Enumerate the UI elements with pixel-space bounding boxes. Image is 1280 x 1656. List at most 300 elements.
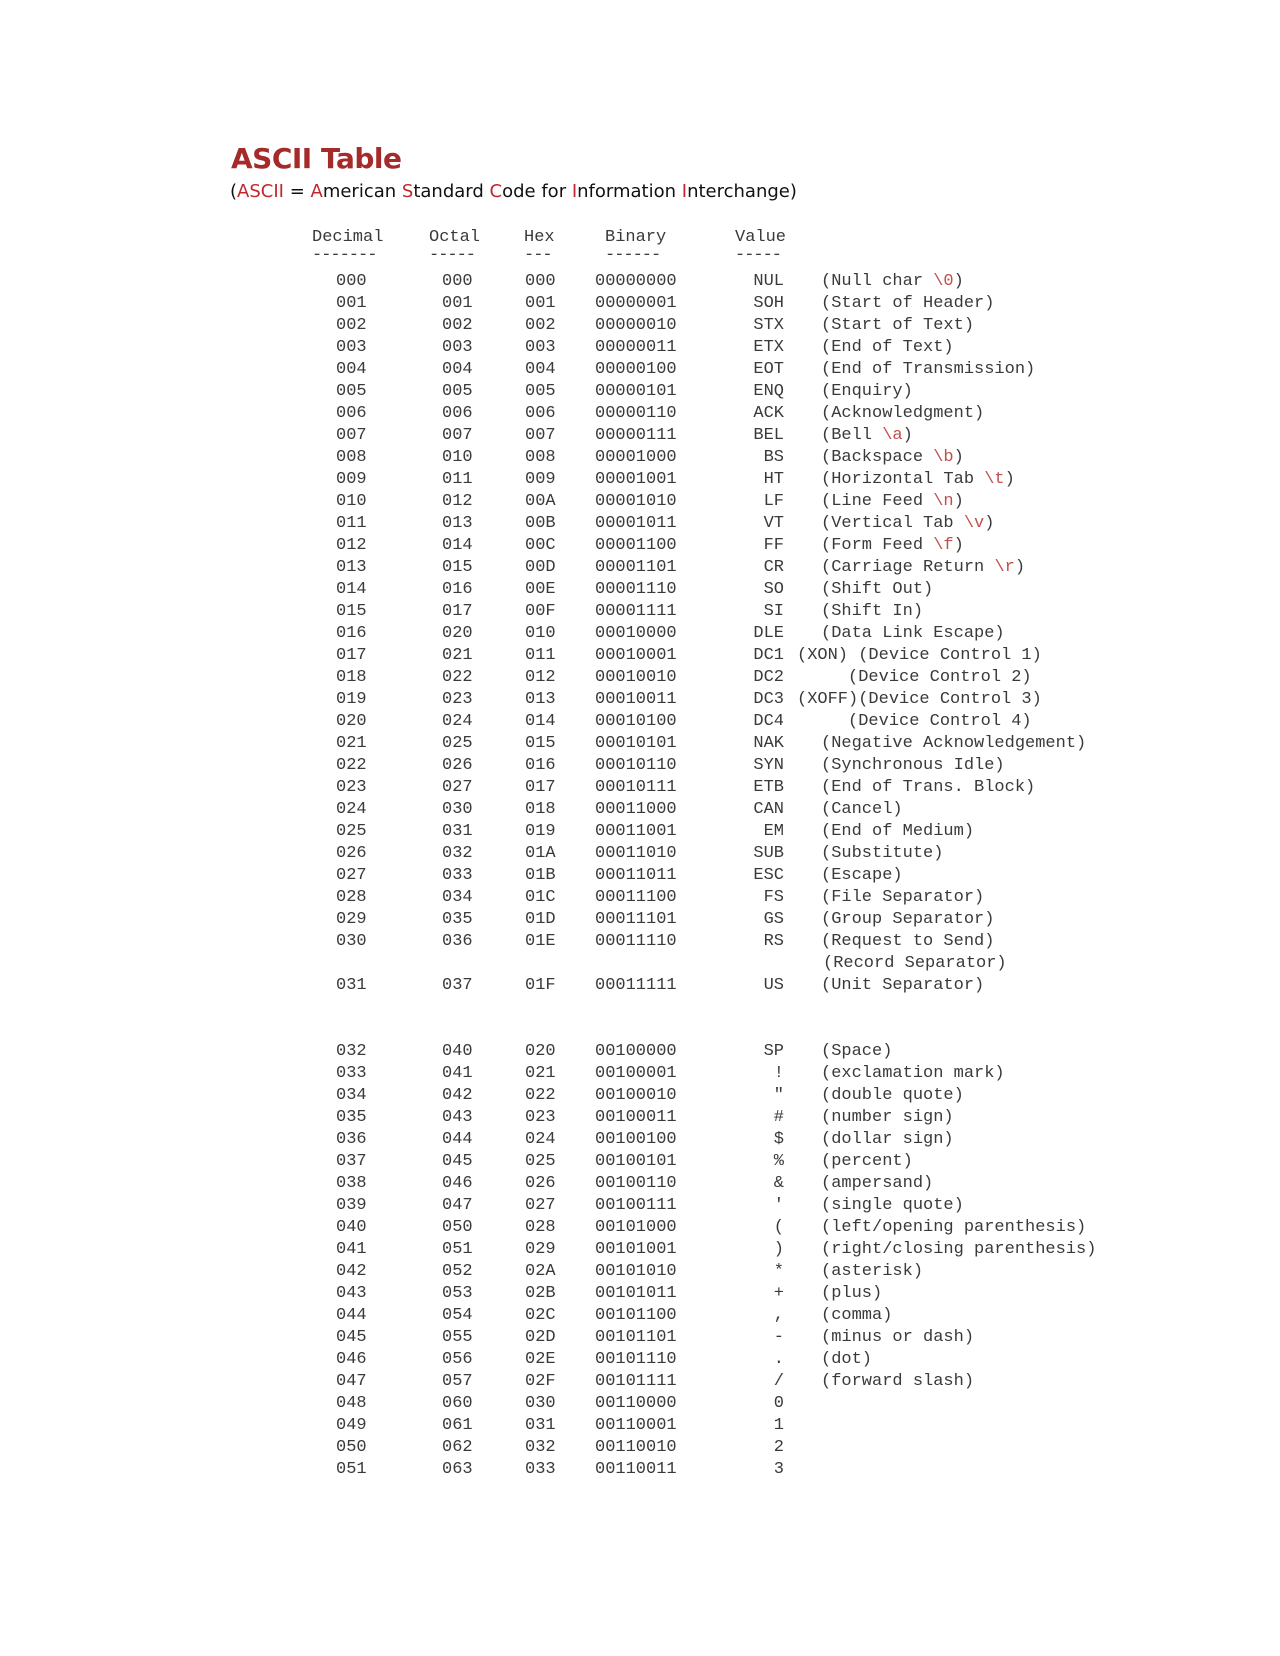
row-binary: 00011110 [595,932,677,951]
row-hex: 00B [525,514,556,533]
row-binary: 00001011 [595,514,677,533]
page-title: ASCII Table [231,142,402,175]
row-description-text: (single quote) [821,1196,964,1215]
row-description [821,910,994,930]
row-octal: 036 [442,932,473,951]
row-decimal: 001 [336,294,367,313]
subtitle-initial-i-interchange: I [681,181,688,202]
row-value: SUB [753,844,784,863]
row-escape-sequence: \0 [933,272,954,291]
row-octal: 021 [442,646,473,665]
row-octal: 030 [442,800,473,819]
row-hex: 00D [525,558,556,577]
row-value: SYN [753,756,784,775]
row-value: BS [763,448,784,467]
row-decimal: 017 [336,646,367,665]
row-description [821,1174,933,1194]
row-octal: 032 [442,844,473,863]
row-binary: 00110000 [595,1394,677,1413]
row-value: 1 [773,1416,784,1435]
row-binary: 00101101 [595,1328,677,1347]
row-description [821,514,994,534]
row-value: $ [773,1130,784,1149]
row-hex: 02F [525,1372,556,1391]
row-description [797,646,1042,666]
row-decimal: 032 [336,1042,367,1061]
row-binary: 00100101 [595,1152,677,1171]
row-escape-sequence: \v [963,514,985,533]
row-value: 0 [773,1394,784,1413]
row-hex: 012 [525,668,556,687]
row-description-text: (Form Feed [821,536,934,555]
row-description [821,734,1086,754]
row-hex: 033 [525,1460,556,1479]
row-octal: 045 [442,1152,473,1171]
row-description-close: ) [902,426,913,445]
row-decimal: 023 [336,778,367,797]
row-description-text: (Line Feed [821,492,934,511]
row-description-text: (dot) [821,1350,873,1369]
row-description-text: (Device Control 2) [797,668,1032,687]
row-description-text: (Start of Header) [821,294,995,313]
row-binary: 00000111 [595,426,677,445]
row-decimal: 004 [336,360,367,379]
row-decimal: 036 [336,1130,367,1149]
row-description-text: (Unit Separator) [821,976,985,995]
row-decimal: 021 [336,734,367,753]
row-description-text: (XOFF)(Device Control 3) [797,690,1042,709]
row-binary: 00101110 [595,1350,677,1369]
subtitle-ascii: ASCII [237,181,284,202]
row-octal: 051 [442,1240,473,1259]
row-decimal: 043 [336,1284,367,1303]
row-octal: 012 [442,492,473,511]
row-decimal: 034 [336,1086,367,1105]
subtitle-word-interchange: nterchange) [687,181,797,202]
row-decimal: 035 [336,1108,367,1127]
row-octal: 060 [442,1394,473,1413]
row-description [821,382,913,402]
row-binary: 00000100 [595,360,677,379]
row-value: 3 [773,1460,784,1479]
row-value: CR [763,558,784,577]
row-description [821,1064,1005,1084]
row-octal: 055 [442,1328,473,1347]
row-value: FS [763,888,784,907]
row-decimal: 029 [336,910,367,929]
row-value: FF [763,536,784,555]
row-value: GS [763,910,784,929]
header-value: Value [735,228,787,247]
row-octal: 044 [442,1130,473,1149]
row-value: BEL [753,426,784,445]
row-hex: 029 [525,1240,556,1259]
header-hex-underline: --- [524,246,552,265]
row-value: ETX [753,338,784,357]
row-hex: 008 [525,448,556,467]
row-value: ACK [753,404,784,423]
header-decimal: Decimal [312,228,384,247]
row-hex: 031 [525,1416,556,1435]
row-description-text: (End of Transmission) [821,360,1036,379]
row-hex: 023 [525,1108,556,1127]
row-description [821,272,964,292]
row-description-text: (Negative Acknowledgement) [821,734,1087,753]
subtitle-open-paren: ( [230,181,238,202]
row-hex: 032 [525,1438,556,1457]
row-binary: 00001101 [595,558,677,577]
row-description [821,1086,964,1106]
row-escape-sequence: \b [933,448,954,467]
row-description [821,338,954,358]
row-hex: 02B [525,1284,556,1303]
row-binary: 00011111 [595,976,677,995]
row-hex: 028 [525,1218,556,1237]
row-value: DC1 [753,646,784,665]
row-binary: 00010100 [595,712,677,731]
subtitle-initial-i-information: I [571,181,578,202]
row-octal: 000 [442,272,473,291]
row-octal: 027 [442,778,473,797]
row-octal: 063 [442,1460,473,1479]
row-hex: 01E [525,932,556,951]
row-hex: 009 [525,470,556,489]
row-octal: 006 [442,404,473,423]
row-octal: 020 [442,624,473,643]
row-description-text: (Start of Text) [821,316,975,335]
row-decimal: 022 [336,756,367,775]
row-binary: 00100001 [595,1064,677,1083]
row-description-text: (Horizontal Tab [821,470,985,489]
row-decimal: 014 [336,580,367,599]
row-octal: 061 [442,1416,473,1435]
row-decimal: 037 [336,1152,367,1171]
row-description [821,932,994,952]
row-octal: 042 [442,1086,473,1105]
row-description [821,492,964,512]
row-description [821,1350,872,1370]
row-value: # [773,1108,784,1127]
row-binary: 00010000 [595,624,677,643]
row-binary: 00101000 [595,1218,677,1237]
row-description-text: (Shift In) [821,602,924,621]
row-decimal: 042 [336,1262,367,1281]
row-decimal: 051 [336,1460,367,1479]
row-decimal: 018 [336,668,367,687]
row-hex: 016 [525,756,556,775]
row-binary: 00100011 [595,1108,677,1127]
row-hex: 001 [525,294,556,313]
row-value: ENQ [753,382,784,401]
row-escape-sequence: \n [933,492,954,511]
row-description-text: (exclamation mark) [821,1064,1005,1083]
row-hex: 019 [525,822,556,841]
row-decimal: 040 [336,1218,367,1237]
header-decimal-underline: ------- [312,246,377,265]
row-octal: 041 [442,1064,473,1083]
row-octal: 017 [442,602,473,621]
row-octal: 005 [442,382,473,401]
row-octal: 047 [442,1196,473,1215]
row-value: ) [773,1240,784,1259]
row-description-text: (File Separator) [821,888,985,907]
row-decimal: 011 [336,514,367,533]
row-octal: 023 [442,690,473,709]
row-description-text: (Enquiry) [821,382,913,401]
row-decimal: 025 [336,822,367,841]
row-hex: 011 [525,646,556,665]
row-binary: 00010001 [595,646,677,665]
row-octal: 037 [442,976,473,995]
row-decimal: 047 [336,1372,367,1391]
row-description-close: ) [1004,470,1015,489]
header-octal-underline: ----- [429,246,476,265]
row-decimal: 048 [336,1394,367,1413]
subtitle-word-standard: tandard [413,181,490,202]
row-description [821,1108,954,1128]
row-hex: 000 [525,272,556,291]
row-hex: 02C [525,1306,556,1325]
row-binary: 00110001 [595,1416,677,1435]
row-value: - [773,1328,784,1347]
row-description-text: (Substitute) [821,844,944,863]
row-decimal: 046 [336,1350,367,1369]
row-binary: 00011000 [595,800,677,819]
row-decimal: 020 [336,712,367,731]
row-hex: 01F [525,976,556,995]
row-description-text: (ampersand) [821,1174,934,1193]
row-hex: 005 [525,382,556,401]
row-octal: 013 [442,514,473,533]
row-description-text: (forward slash) [821,1372,975,1391]
row-decimal: 041 [336,1240,367,1259]
row-description [821,1218,1086,1238]
row-hex: 00F [525,602,556,621]
row-value: EM [763,822,784,841]
subtitle-initial-c: C [489,181,503,202]
row-hex: 01A [525,844,556,863]
row-binary: 00001000 [595,448,677,467]
row-description-close: ) [984,514,995,533]
row-octal: 043 [442,1108,473,1127]
row-description [821,404,984,424]
row-value: DLE [753,624,784,643]
row-hex: 02A [525,1262,556,1281]
row-decimal: 026 [336,844,367,863]
row-value: . [773,1350,784,1369]
row-binary: 00100100 [595,1130,677,1149]
row-value: ' [773,1196,784,1215]
row-hex: 024 [525,1130,556,1149]
row-description [821,316,974,336]
row-octal: 026 [442,756,473,775]
row-binary: 00010010 [595,668,677,687]
row-value: DC2 [753,668,784,687]
row-binary: 00101100 [595,1306,677,1325]
row-value: STX [753,316,784,335]
row-description [797,712,1032,732]
row-description [821,624,1005,644]
row-decimal: 031 [336,976,367,995]
row-binary: 00110011 [595,1460,677,1479]
row-description-text: (left/opening parenthesis) [821,1218,1087,1237]
row-hex: 014 [525,712,556,731]
row-description [797,668,1032,688]
row-octal: 022 [442,668,473,687]
row-description-text: (Vertical Tab [821,514,964,533]
row-description-text: (dollar sign) [821,1130,954,1149]
row-binary: 00100111 [595,1196,677,1215]
row-binary: 00101010 [595,1262,677,1281]
row-description-text: (End of Text) [821,338,954,357]
row-value: + [773,1284,784,1303]
row-description [821,1130,954,1150]
row-binary: 00010011 [595,690,677,709]
row-value: DC3 [753,690,784,709]
row-description-text: (Shift Out) [821,580,934,599]
row-binary: 00011011 [595,866,677,885]
page-subtitle [230,181,797,202]
row-description-text: (double quote) [821,1086,964,1105]
row-octal: 057 [442,1372,473,1391]
row-hex: 00E [525,580,556,599]
row-hex: 015 [525,734,556,753]
row-description [821,580,933,600]
row-value: & [773,1174,784,1193]
row-hex: 02D [525,1328,556,1347]
row-hex: 017 [525,778,556,797]
row-hex: 020 [525,1042,556,1061]
row-description [821,844,943,864]
row-value: SI [763,602,784,621]
row-value: CAN [753,800,784,819]
row-decimal: 039 [336,1196,367,1215]
row-octal: 035 [442,910,473,929]
row-octal: 054 [442,1306,473,1325]
row-decimal: 006 [336,404,367,423]
row-hex: 025 [525,1152,556,1171]
row-binary: 00011010 [595,844,677,863]
row-hex: 01D [525,910,556,929]
header-binary-underline: ------ [605,246,661,265]
row-octal: 033 [442,866,473,885]
row-value: US [763,976,784,995]
row-octal: 062 [442,1438,473,1457]
row-value: ! [773,1064,784,1083]
row-binary: 00010110 [595,756,677,775]
row-description [821,1372,974,1392]
row-description [821,1240,1096,1260]
row-description-text: (Acknowledgment) [821,404,985,423]
row-octal: 010 [442,448,473,467]
row-binary: 00001010 [595,492,677,511]
row-hex: 027 [525,1196,556,1215]
row-decimal: 019 [336,690,367,709]
row-octal: 056 [442,1350,473,1369]
row-value: SP [763,1042,784,1061]
row-hex: 004 [525,360,556,379]
header-octal: Octal [429,228,481,247]
row-binary: 00000110 [595,404,677,423]
row-binary: 00000010 [595,316,677,335]
row-description-close: ) [1014,558,1026,577]
row-value: ESC [753,866,784,885]
row-binary: 00011101 [595,910,677,929]
row-description-text: (Bell [821,426,883,445]
row-decimal: 005 [336,382,367,401]
row-binary: 00001110 [595,580,677,599]
row-binary: 00001001 [595,470,677,489]
row-escape-sequence: \r [994,558,1015,577]
row-octal: 016 [442,580,473,599]
row-decimal: 000 [336,272,367,291]
row-description-text: (number sign) [821,1108,954,1127]
row-decimal: 049 [336,1416,367,1435]
row-value: LF [763,492,784,511]
row-description-text: (Synchronous Idle) [821,756,1005,775]
row-octal: 004 [442,360,473,379]
row-hex: 003 [525,338,556,357]
row-value: SOH [753,294,784,313]
row-description-text: (asterisk) [821,1262,924,1281]
row-description [821,360,1035,380]
subtitle-word-american: merican [322,181,402,202]
row-description-text: (Device Control 4) [797,712,1032,731]
row-description-text: (Carriage Return [821,558,995,577]
row-description-text: (Null char [821,272,934,291]
row-hex: 00A [525,492,556,511]
row-decimal: 033 [336,1064,367,1083]
row-decimal: 007 [336,426,367,445]
row-octal: 002 [442,316,473,335]
row-description-close: ) [953,492,964,511]
row-escape-sequence: \t [984,470,1005,489]
row-description-close: ) [953,536,964,555]
row-description [821,558,1025,578]
row-binary: 00110010 [595,1438,677,1457]
header-hex: Hex [524,228,555,247]
row-value: HT [763,470,784,489]
row-octal: 024 [442,712,473,731]
row-value: " [773,1086,784,1105]
row-description-close: ) [953,448,964,467]
row-description [821,976,984,996]
row-description [821,1196,964,1216]
header-binary: Binary [605,228,667,247]
row-decimal: 002 [336,316,367,335]
row-binary: 00000001 [595,294,677,313]
row-decimal: 044 [336,1306,367,1325]
row-decimal: 008 [336,448,367,467]
row-binary: 00101111 [595,1372,677,1391]
row-octal: 052 [442,1262,473,1281]
row-binary: 00010111 [595,778,677,797]
row-decimal: 012 [336,536,367,555]
row-description [821,756,1005,776]
row-description [821,536,964,556]
row-octal: 050 [442,1218,473,1237]
row-binary: 00011100 [595,888,677,907]
row-value: * [773,1262,784,1281]
row-octal: 001 [442,294,473,313]
row-description-text: (comma) [821,1306,893,1325]
row-description [821,426,913,446]
row-hex: 00C [525,536,556,555]
row-octal: 031 [442,822,473,841]
row-description [821,1152,913,1172]
row-binary: 00000011 [595,338,677,357]
row-decimal: 009 [336,470,367,489]
